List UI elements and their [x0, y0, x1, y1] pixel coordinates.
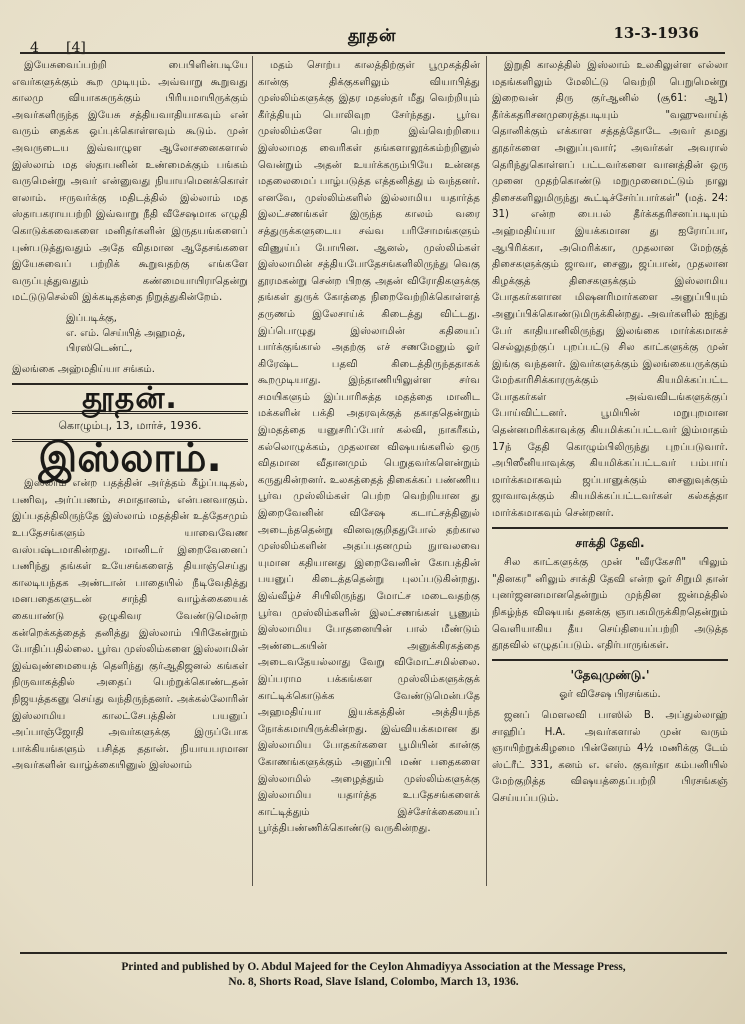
page-number: 4 — [30, 40, 39, 56]
header-rule — [20, 52, 725, 54]
section-rule — [492, 527, 728, 529]
signature-closing: இப்படிக்கு, — [66, 312, 117, 324]
page-header — [22, 10, 725, 56]
column-divider — [486, 56, 487, 886]
masthead: தூதன் — [348, 26, 397, 46]
place-date: கொழும்பு, 13, மார்ச், 1936. — [58, 419, 202, 433]
column-1 — [12, 58, 248, 775]
column-2 — [258, 58, 480, 898]
section-text: சில காட்களுக்கு முன் "வீரகேசரி" யிலும் "தினகர" னிலும் சாக்தி தேவி என்ற ஓர் சிறுமி தான் புனர்ஜனனமானதென்றும் முந்தின ஜன்மத்தில் நிகழ்ந்த விஷயங் தனக்கு ஞாபகமிருக்கிறதென்றும் வெளியாகிய தீய செய்தியைப்பற்றி அடுத்த தூதவில் எழுதப்படும். எதிர்பாருங்கள். — [492, 557, 728, 652]
section-text: ஜனப் மௌலவி பாஸில் B. அப்துல்லாஹ் சாஹிப் H.A. அவர்களால் முன் வரும் ஞாயிற்றுக்கிழமை பின்னேரம் 4½ மணிக்கு டேம் ஸ்ட்ரீட் 331, கனம் எ. எஸ். குவர்தா கம்பனியில் மேற்குறித்த விஷயத்தைப்பற்றி பிரசங்கஞ் செய்யப்படும். — [492, 709, 728, 804]
column-divider — [252, 56, 253, 886]
signature-name: எ. எம். செய்யித் அஹமத், — [66, 327, 186, 339]
paper-title: தூதன். — [82, 380, 178, 416]
signature-organization: இலங்கை அஹ்மதிய்யா சங்கம். — [12, 363, 155, 375]
article-continuation: மதம் சொற்ப காலத்திற்குள் பூமுகத்தின் கான்கு திக்குகளிலும் வியாபித்து முஸ்லிம்களுக்கு இதர மதஸ்தர் மீது வெற்றியும் கீர்த்தியும் பொலிவுற சேர்ந்தது. பூர்வ முஸ்லிம்களே பெற்ற இவ்வெற்றியை இஸ்லாமத வைரிகள் தங்களாலூக்கம்ற்றினுல் வென்றும் அதன் உயர்க்கரும்பியே உன்னத மதலைமைப் பாழ்படுத்த எத்தனித்து ம் வந்தனர். எனவே, முஸ்லிம்களில் இல்லாமிய யதார்த்த இலட்சணங்கள் இருந்த காலம் வரை சத்துருக்களுடைய சவ்வ பரிசோமங்களும் விணுய்ப் போயின. ஆனல், முஸ்லிம்கள் இஸ்லாமின் சத்தியபோதேசங்களிலிருந்து வெகு தூரமகன்று சென்ற பிறகு அதன் விரோதிகளுக்கு தங்கள் துருக் கோத்தை நிறைவேற்றிக்கொள்ளத் தருணம் இலேசாய்க் கிடைத்து விட்டது. இப்பொழுது இஸ்லாமின் கதியைப் பார்க்குங்கால் அதற்கு எச் சணமேனும் ஓர் கிரேஷ்ட பதவி கிடைத்திருந்ததாகக் கூறமுடியாது. இந்தாணியிலுள்ள சர்வ சமயிகளும் இப்பாரிசுத்த மதத்தை மானிட மக்களின் பக்தி அதரவுக்குத் தகாததென்றும் இமதத்தை யனுசரிப்போர் கல்வி, நாகரீகம், கல்லொழுக்கம், முதலான விஷயங்களில் ஒரு விதமான வீதானமும் பெறுதவர்களென்றும் கருதுகின்றனர். உலகத்தைத் திகைக்கப் பண்ணிய பூர்வ முஸ்லிம்கள் பெற்ற வெற்றியான து இறைவேனின் விசேஷ கடாட்சத்தினுல் அடைந்ததென்று வினவுகுறிததுபோல் தற்கால முஸ்லிம்களின் அதப்பதனமும் நுாவலவை யுமான கதியானது இறைவேனின் கோபத்தின் பயனுப் கிடைத்ததென்று புலப்படுகின்றது. இவ்வீழ்ச் சியிலிருந்து மோட்ச மடைவதற்கு பூர்வ முஸ்லிம்களின் இலட்சணங்கள் பூணும் இஸ்லாமிய போதனையின் பால் மீண்டும் அண்டைகயின் அனுக்கிரகத்தை அடைவதேயல்லாது வேறு விமோட்சமில்லை. இப்பராம பக்கங்கள முஸ்லிம்களுக்குக் காட்டிக்கொடுக்க வேண்டுமென்பதே அஹமதிய்யா இயக்கத்தின் அத்தியந்த நோக்கமாயிருக்கின்றது. இவ்வியக்கமான து இஸ்லாமிய போதகர்களை பூமியின் கான்கு கோணங்களுக்கும் அனுப்பி மண் பதைகளை இஸ்லாமில் அழைத்தும் முஸ்லிம்களுக்கு இஸ்லாமிய யதார்த்த உபதேசங்களைக் காட்டித்தும் இச்சேர்க்கையைப் பூர்த்திபண்ணிக்கொண்டு வருகின்றது. — [258, 60, 480, 835]
letter-text: இயேசுவைப்பற்றி பைபிளின்படியே எவர்களுக்கும் கூற முடியும். அவ்வாறு கூறுவது காலமு வியாகசுருக்கும் பிரியமாயிருக்கும் அவர்களிருந்த இயேசு சத்தியவாதியாகவும் என் வரும் தைக்க ஒப்புக்கொள்ளவும் கூடும். முன் அவருடைய இவ்வாழுள ஆலோசனைகளால் இஸ்லாம் மத ஸ்தாபனின் உண்மைக்கும் பங்கம் வருமென்று அவர் என்னுவது நியாயமெனக்கொள் ளலாம். ஈருவர்க்கு மதிடத்தில் இல்லாம் மத ஸ்தாபகராயபற்றி இவ்வாறு நீதி வீசேஷமாக எழுதி கொடுக்கவைகளை மனிதர்களின் இருதயங்களைப் புண்படுத்துவதும் அதே விதமான ஆதேசங்களை இயேசுவைப் பற்றிக் கூறுவதற்கு எங்களே வருப்புத்துவதும் கண்மையாயிராதென்று மட்டுடுசெல்லி இக்கடிதத்தை நிறுத்துகின்றேம். — [12, 60, 248, 304]
imprint-line: Printed and published by O. Abdul Majeed for the Ceylon Ahmadiyya Association at the Message Press, — [121, 961, 626, 973]
letter-signature — [12, 311, 248, 356]
section-subtitle: ஓர் விசேஷ பிரசங்கம். — [559, 689, 661, 701]
article-headline: இஸ்லாம். — [38, 434, 222, 481]
imprint-line: No. 8, Shorts Road, Slave Island, Colombo, March 13, 1936. — [228, 976, 519, 988]
page-number-bracket: [4] — [66, 40, 86, 56]
imprint-footer — [20, 952, 727, 990]
section-title: சாக்தி தேவி. — [575, 535, 645, 550]
section-rule — [492, 659, 728, 661]
section-title: 'தேவுமுண்டு.' — [570, 667, 650, 682]
signature-title: பிரஸிடெண்ட், — [66, 342, 133, 354]
issue-date: 13-3-1936 — [613, 24, 699, 42]
article-text: இஸ்லாம் என்ற பதத்தின் அர்த்தம் கீழ்ப்படிதல், பணிவு, அர்ப்பணம், சமாதானம், என்பனவாகும். இப்பதத்திலிருந்தே இஸ்லாம் மதத்தின் உத்தேசமும் உபதேசங்களும் யாவைவேண வஸ்பஷ்டமாகின்றது. மானிடர் இறைவேனைப் பணிந்து தங்கள் உயேசங்களைத் தியாஞ்செய்து காலடியந்தக அண்டான் பாதையில் நீடிவேதித்து மனபதைகளுடன் சாந்தி வாழ்க்கையைக் கையாண்டு ஒழுகிவர வேண்டுமென்ற கன்றெக்கத்தைத் தனித்து இஸ்லாம் பிரிகேன்றும் போதிப்பதில்லை. பூர்வ முஸ்லிம்களை இஸ்லாமின் இவ்வுண்மையைத் தெளிந்து குர்ஆதிஜனல் கங்கள் நிருவாகத்தில் அதைப் பெற்றுக்கொண்டதன் நிஜயத்தகனு செய்து வந்திருந்தனர். அக்கல்லோரின் இஸ்லாமிய காலட்சேபத்தின் பயனுப் அப்பாஞ்ஜோதி அவர்களுக்கு இருப்போக பாக்கியங்களும் பசித்த ததான். நியாயபரமான அவர்களின் வாழ்க்கையினுல் இஸ்லாம் — [12, 478, 248, 772]
article-continuation: இறுதி காலத்தில் இஸ்லாம் உலகிலுள்ள எல்லா மதங்களிலும் மேலிட்டு வெற்றி பெறுமென்று இறைவன் திரு குர்ஆனில் (சூ61: ஆ1) தீர்க்கதரிசனமுரைத்தபடியும் "வஹுவாய்த் தொனிக்கும் எக்காள சத்தத்தோடே அவர் தமது தூதர்களை அனுப்புவார்; அவர்கள் அவரால் தெரிந்துகொள்ளப் பட்டவர்களை வானத்தின் ஒரு முனை முதற்கொண்டு மறுமுனைமட்டும் நாலு திசைகளிலுமிருந்து கூட்டிச்சேர்ப்பார்கள்" (மத். 24: 31) என்ற பைபல் தீர்க்கதரிசனப்படியும் அஹ்மதிய்யா இயக்கமான து ஐரோப்பா, ஆபிரிக்கா, அமெரிக்கா, முதலான மேற்குத் திசைகளுக்கும் ஜாவா, சைனு, ஜப்பான், முதலான கிழக்குத் திசைகளுக்கும் இஸ்லாமிய போதகர்களான மிஷனரிமார்களை அனுப்பியும் அனுப்பிக்கொண்டுமிருக்கின்றது. அவர்களில் ஐந்து பேர் காதியானிலிருந்து இலங்கை மார்க்கமாகச் செல்லுதற்குப் புறப்பட்டு சில காட்களுக்கு முன் இங்கு வந்தனர். இவர்களுக்கும் இலங்கையருக்கும் மேற்காரிசிக்காரருக்கும் கியமிக்கப்பட்ட போதகர்கள் அவ்வவிடங்களுக்குப் போய்விட்டனர். பூமியின் மறுபுறமான தென்னமரிக்காவுக்கு கியமிக்கப்பட்டவர் இம்மாதம் 17ந் தேதி கொழும்பிலிருந்து புறப்படுவார். அபிஸீனியாவுக்கு கியமிக்கப்பட்டவர் பம்பாய் மார்க்கமாகவும் ஜப்பானுக்கும் சைனுவுக்கும் ஜாவாவுக்கும் கியமிக்கப்பட்டவர்கள் கல்கத்தா மார்க்கமாகவும் சென்றனர். — [492, 60, 728, 520]
column-3 — [492, 58, 728, 898]
